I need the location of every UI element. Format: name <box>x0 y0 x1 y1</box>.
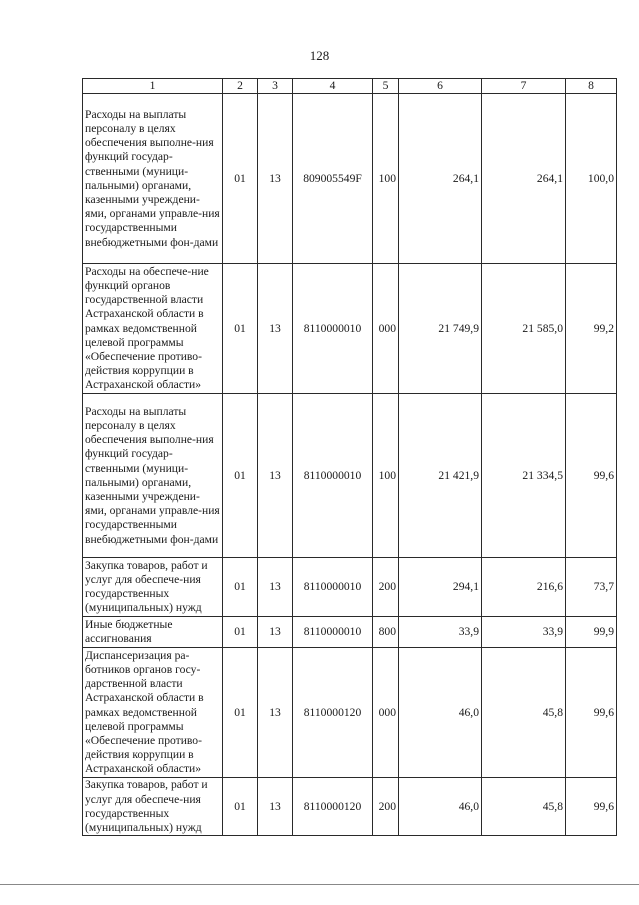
planned-amount-cell: 46,0 <box>399 648 482 778</box>
column-header: 5 <box>373 79 399 94</box>
subsection-code-cell: 13 <box>258 558 293 617</box>
table-body <box>83 94 617 836</box>
subsection-code-cell: 13 <box>258 394 293 558</box>
expense-name-cell: Диспансеризация ра-ботников органов госу-дарственной власти Астраханской области в рамках ведомственной целевой программы «Обеспечение противо-действия коррупции в Астраханской области» <box>83 648 223 778</box>
page-number: 128 <box>309 48 330 63</box>
table-header <box>83 79 617 94</box>
planned-amount-cell: 264,1 <box>399 94 482 264</box>
expense-type-cell: 800 <box>373 617 399 648</box>
executed-amount-cell: 45,8 <box>482 648 566 778</box>
table-row <box>83 394 617 558</box>
target-article-cell: 8110000120 <box>293 648 373 778</box>
target-article-cell: 8110000010 <box>293 558 373 617</box>
target-article-cell: 8110000010 <box>293 617 373 648</box>
section-code-cell: 01 <box>223 648 258 778</box>
column-header: 8 <box>566 79 617 94</box>
executed-amount-cell: 33,9 <box>482 617 566 648</box>
expense-name-cell: Закупка товаров, работ и услуг для обеспече-ния государственных (муниципальных) нужд <box>83 558 223 617</box>
expense-type-cell: 100 <box>373 94 399 264</box>
table-row <box>83 648 617 778</box>
expense-type-cell: 000 <box>373 648 399 778</box>
planned-amount-cell: 46,0 <box>399 778 482 836</box>
section-code-cell: 01 <box>223 394 258 558</box>
section-code-cell: 01 <box>223 558 258 617</box>
expense-name-cell: Расходы на выплаты персоналу в целях обеспечения выполне-ния функций государ-ственными (муници-пальными) органами, казенными учреждени-ями, органами управле-ния государственными внебюджетными фон-дами <box>83 394 223 558</box>
target-article-cell: 8110000010 <box>293 394 373 558</box>
planned-amount-cell: 33,9 <box>399 617 482 648</box>
page-bottom-rule <box>0 884 639 885</box>
executed-amount-cell: 45,8 <box>482 778 566 836</box>
expense-name-cell: Расходы на выплаты персоналу в целях обеспечения выполне-ния функций государ-ственными (муници-пальными) органами, казенными учреждени-ями, органами управле-ния государственными внебюджетными фон-дами <box>83 94 223 264</box>
target-article-cell: 809005549F <box>293 94 373 264</box>
execution-percent-cell: 99,6 <box>566 648 617 778</box>
table-row <box>83 558 617 617</box>
budget-table <box>82 78 617 836</box>
subsection-code-cell: 13 <box>258 94 293 264</box>
execution-percent-cell: 99,6 <box>566 394 617 558</box>
execution-percent-cell: 99,6 <box>566 778 617 836</box>
executed-amount-cell: 216,6 <box>482 558 566 617</box>
section-code-cell: 01 <box>223 778 258 836</box>
expense-type-cell: 100 <box>373 394 399 558</box>
expense-type-cell: 200 <box>373 558 399 617</box>
execution-percent-cell: 100,0 <box>566 94 617 264</box>
execution-percent-cell: 99,9 <box>566 617 617 648</box>
table-row <box>83 264 617 394</box>
expense-name-cell: Расходы на обеспече-ние функций органов государственной власти Астраханской области в рамках ведомственной целевой программы «Обеспечение противо-действия коррупции в Астраханской области» <box>83 264 223 394</box>
expense-type-cell: 000 <box>373 264 399 394</box>
expense-type-cell: 200 <box>373 778 399 836</box>
table-row <box>83 778 617 836</box>
subsection-code-cell: 13 <box>258 778 293 836</box>
planned-amount-cell: 294,1 <box>399 558 482 617</box>
executed-amount-cell: 264,1 <box>482 94 566 264</box>
column-header: 6 <box>399 79 482 94</box>
column-header: 3 <box>258 79 293 94</box>
column-header: 4 <box>293 79 373 94</box>
execution-percent-cell: 99,2 <box>566 264 617 394</box>
section-code-cell: 01 <box>223 94 258 264</box>
executed-amount-cell: 21 585,0 <box>482 264 566 394</box>
section-code-cell: 01 <box>223 264 258 394</box>
expense-name-cell: Закупка товаров, работ и услуг для обеспече-ния государственных (муниципальных) нужд <box>83 778 223 836</box>
target-article-cell: 8110000120 <box>293 778 373 836</box>
executed-amount-cell: 21 334,5 <box>482 394 566 558</box>
table-row <box>83 617 617 648</box>
column-header: 2 <box>223 79 258 94</box>
table-row <box>83 94 617 264</box>
header-row <box>83 79 617 94</box>
subsection-code-cell: 13 <box>258 264 293 394</box>
expense-name-cell: Иные бюджетные ассигнования <box>83 617 223 648</box>
section-code-cell: 01 <box>223 617 258 648</box>
target-article-cell: 8110000010 <box>293 264 373 394</box>
planned-amount-cell: 21 421,9 <box>399 394 482 558</box>
column-header: 7 <box>482 79 566 94</box>
execution-percent-cell: 73,7 <box>566 558 617 617</box>
planned-amount-cell: 21 749,9 <box>399 264 482 394</box>
column-header: 1 <box>83 79 223 94</box>
subsection-code-cell: 13 <box>258 617 293 648</box>
subsection-code-cell: 13 <box>258 648 293 778</box>
